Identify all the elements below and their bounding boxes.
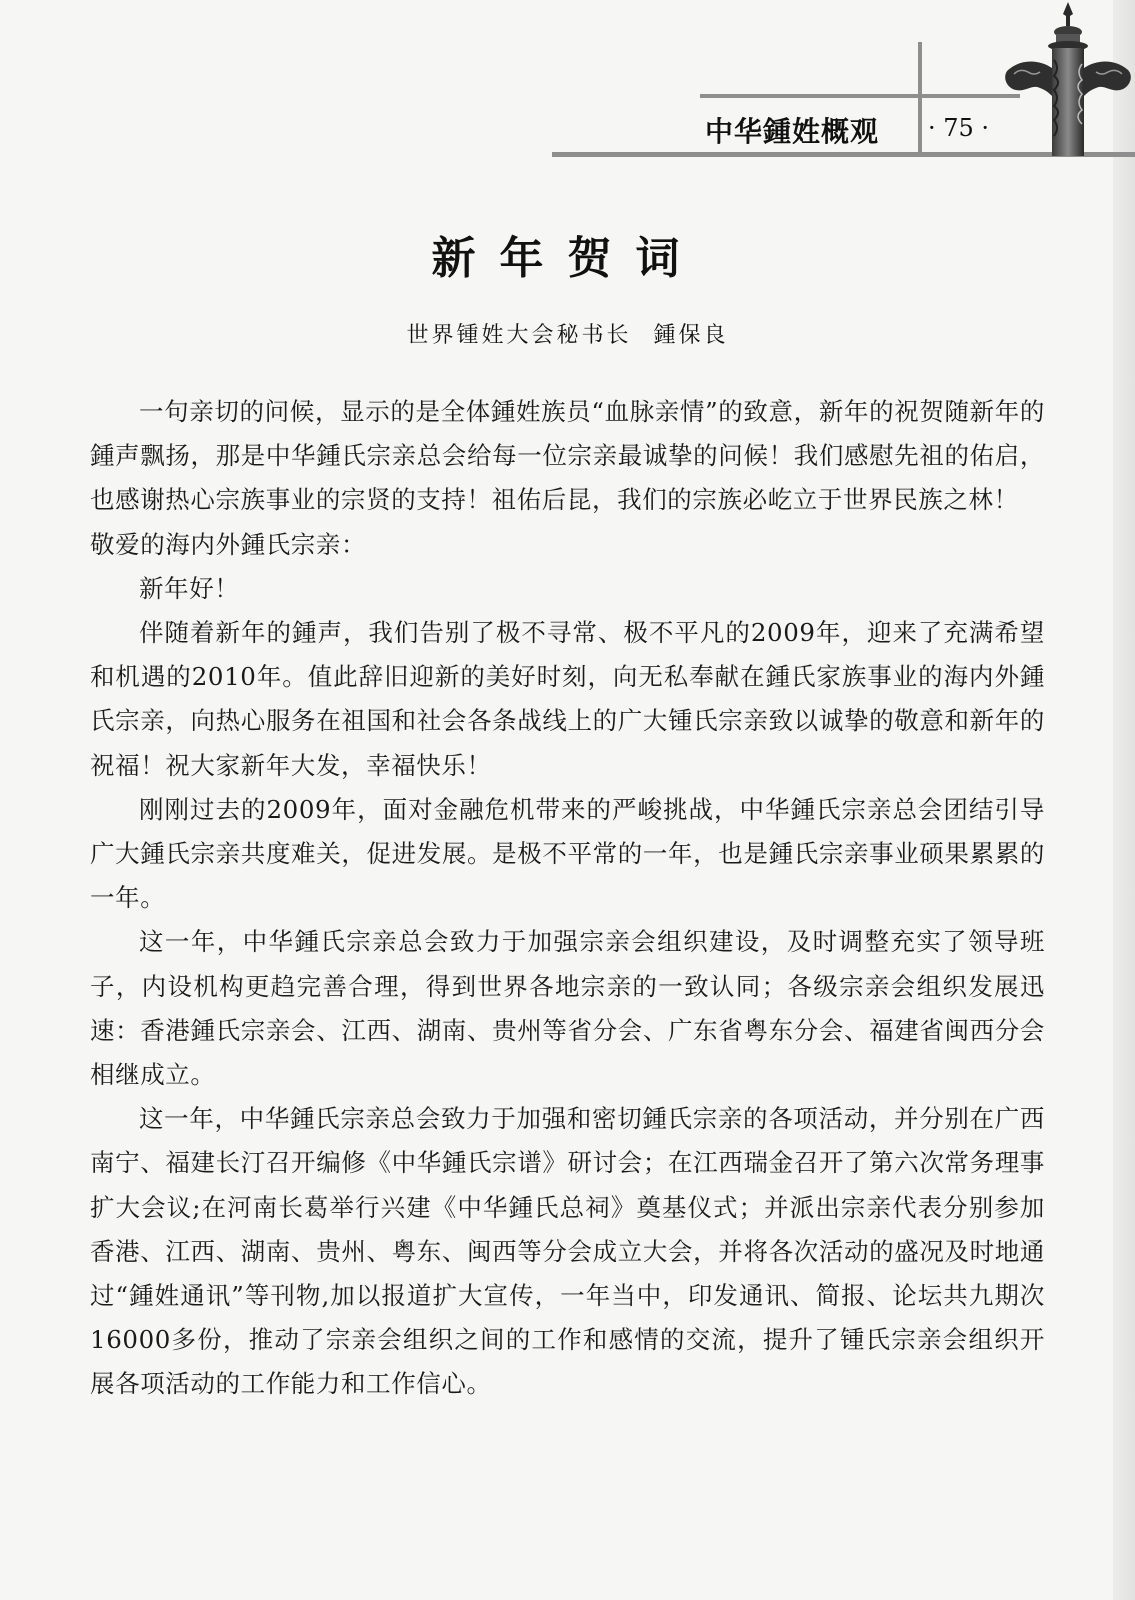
paragraph: 刚刚过去的2009年，面对金融危机带来的严峻挑战，中华鍾氏宗亲总会团结引导广大鍾氏宗亲共度难关，促进发展。是极不平常的一年，也是鍾氏宗亲事业硕果累累的一年。 — [90, 794, 1045, 913]
author-role: 世界锺姓大会秘书长 — [406, 323, 632, 348]
paragraph: 一句亲切的问候，显示的是全体鍾姓族员“血脉亲情”的致意，新年的祝贺随新年的鍾声飘扬，那是中华鍾氏宗亲总会给每一位宗亲最诚挚的问候！我们感慰先祖的佑启，也感谢热心宗族事业的宗贤的支持！祖佑后昆，我们的宗族必屹立于世界民族之林！ — [90, 397, 1045, 515]
huabiao-pillar-icon — [1000, 0, 1135, 156]
byline — [0, 318, 1135, 349]
article-title: 新年贺词 — [431, 233, 704, 284]
paragraph: 这一年，中华鍾氏宗亲总会致力于加强宗亲会组织建设，及时调整充实了领导班子，内设机构更趋完善合理，得到世界各地宗亲的一致认同；各级宗亲会组织发展迅速：香港鍾氏宗亲会、江西、湖南、贵州等省分会、广东省粤东分会、福建省闽西分会相继成立。 — [90, 927, 1045, 1090]
header-rule-vertical — [918, 42, 922, 154]
running-title: 中华鍾姓概观 — [705, 115, 880, 148]
paragraph: 敬爱的海内外鍾氏宗亲： — [90, 529, 367, 559]
header-rule-top — [700, 94, 1020, 98]
paragraph: 这一年，中华鍾氏宗亲总会致力于加强和密切鍾氏宗亲的各项活动，并分别在广西南宁、福建长汀召开编修《中华鍾氏宗谱》研讨会；在江西瑞金召开了第六次常务理事扩大会议;在河南长葛举行兴建《中华鍾氏总祠》奠基仪式；并派出宗亲代表分别参加香港、江西、湖南、贵州、粤东、闽西等分会成立大会，并将各次活动的盛况及时地通过“鍾姓通讯”等刊物,加以报道扩大宣传，一年当中，印发通讯、简报、论坛共九期次16000多份，推动了宗亲会组织之间的工作和感情的交流，提升了锺氏宗亲会组织开展各项活动的工作能力和工作信心。 — [90, 1104, 1045, 1399]
author-name: 鍾保良 — [653, 323, 729, 348]
paragraph: 伴随着新年的鍾声，我们告别了极不寻常、极不平凡的2009年，迎来了充满希望和机遇的2010年。值此辞旧迎新的美好时刻，向无私奉献在鍾氏家族事业的海内外鍾氏宗亲，向热心服务在祖国和社会各条战线上的广大锺氏宗亲致以诚挚的敬意和新年的祝福！祝大家新年大发，幸福快乐！ — [90, 618, 1045, 780]
article-body — [90, 390, 1045, 1407]
paragraph: 新年好！ — [139, 573, 240, 603]
page-number: · 75 · — [928, 114, 990, 142]
